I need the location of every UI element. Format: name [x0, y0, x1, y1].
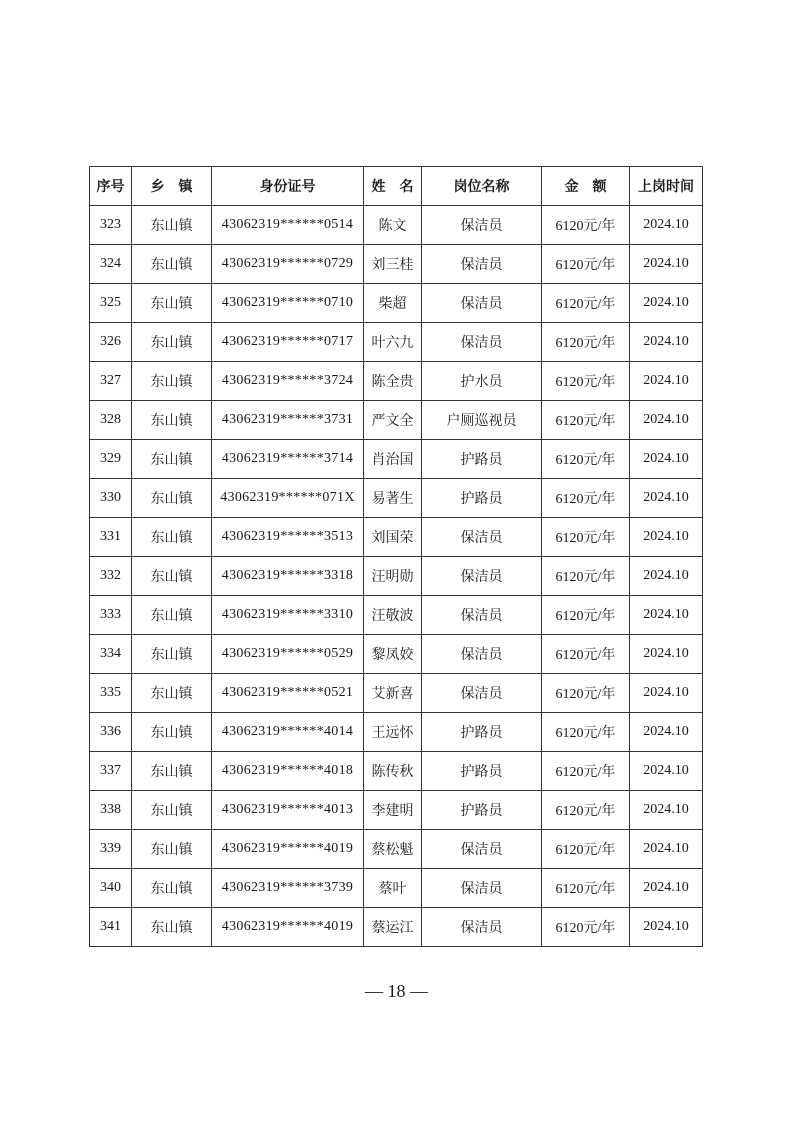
- cell-position: 保洁员: [422, 908, 542, 947]
- cell-serial: 325: [90, 284, 132, 323]
- cell-id-number: 43062319******3318: [212, 557, 364, 596]
- table-row: [90, 479, 703, 518]
- cell-position: 保洁员: [422, 518, 542, 557]
- cell-amount: 6120元/年: [542, 323, 630, 362]
- cell-amount: 6120元/年: [542, 791, 630, 830]
- cell-start-date: 2024.10: [630, 362, 703, 401]
- cell-name: 蔡运江: [364, 908, 422, 947]
- cell-start-date: 2024.10: [630, 713, 703, 752]
- personnel-table: [89, 166, 703, 947]
- cell-name: 陈传秋: [364, 752, 422, 791]
- cell-id-number: 43062319******0529: [212, 635, 364, 674]
- table-row: [90, 245, 703, 284]
- cell-start-date: 2024.10: [630, 518, 703, 557]
- cell-id-number: 43062319******0710: [212, 284, 364, 323]
- table-row: [90, 791, 703, 830]
- header-position: 岗位名称: [422, 167, 542, 206]
- cell-serial: 340: [90, 869, 132, 908]
- cell-start-date: 2024.10: [630, 791, 703, 830]
- cell-serial: 336: [90, 713, 132, 752]
- table-row: [90, 440, 703, 479]
- table-row: [90, 362, 703, 401]
- cell-name: 陈文: [364, 206, 422, 245]
- cell-id-number: 43062319******3731: [212, 401, 364, 440]
- cell-id-number: 43062319******3724: [212, 362, 364, 401]
- cell-amount: 6120元/年: [542, 713, 630, 752]
- cell-start-date: 2024.10: [630, 908, 703, 947]
- cell-serial: 330: [90, 479, 132, 518]
- cell-start-date: 2024.10: [630, 557, 703, 596]
- cell-start-date: 2024.10: [630, 284, 703, 323]
- cell-start-date: 2024.10: [630, 596, 703, 635]
- cell-township: 东山镇: [132, 245, 212, 284]
- cell-amount: 6120元/年: [542, 752, 630, 791]
- table-row: [90, 635, 703, 674]
- cell-position: 保洁员: [422, 869, 542, 908]
- cell-township: 东山镇: [132, 206, 212, 245]
- table-row: [90, 206, 703, 245]
- cell-name: 王远怀: [364, 713, 422, 752]
- cell-id-number: 43062319******0729: [212, 245, 364, 284]
- cell-id-number: 43062319******4019: [212, 908, 364, 947]
- cell-id-number: 43062319******0514: [212, 206, 364, 245]
- cell-township: 东山镇: [132, 284, 212, 323]
- cell-start-date: 2024.10: [630, 635, 703, 674]
- cell-id-number: 43062319******4013: [212, 791, 364, 830]
- cell-serial: 333: [90, 596, 132, 635]
- cell-township: 东山镇: [132, 713, 212, 752]
- cell-start-date: 2024.10: [630, 674, 703, 713]
- cell-amount: 6120元/年: [542, 869, 630, 908]
- cell-id-number: 43062319******4014: [212, 713, 364, 752]
- cell-start-date: 2024.10: [630, 440, 703, 479]
- cell-name: 蔡叶: [364, 869, 422, 908]
- cell-name: 刘三桂: [364, 245, 422, 284]
- cell-amount: 6120元/年: [542, 479, 630, 518]
- cell-amount: 6120元/年: [542, 362, 630, 401]
- cell-township: 东山镇: [132, 752, 212, 791]
- cell-id-number: 43062319******071X: [212, 479, 364, 518]
- cell-position: 护路员: [422, 752, 542, 791]
- cell-serial: 328: [90, 401, 132, 440]
- header-id-number: 身份证号: [212, 167, 364, 206]
- cell-serial: 324: [90, 245, 132, 284]
- cell-id-number: 43062319******0521: [212, 674, 364, 713]
- cell-position: 保洁员: [422, 206, 542, 245]
- cell-amount: 6120元/年: [542, 518, 630, 557]
- cell-start-date: 2024.10: [630, 245, 703, 284]
- cell-amount: 6120元/年: [542, 674, 630, 713]
- table-header-row: [90, 167, 703, 206]
- cell-name: 艾新喜: [364, 674, 422, 713]
- cell-serial: 338: [90, 791, 132, 830]
- cell-amount: 6120元/年: [542, 206, 630, 245]
- table-row: [90, 713, 703, 752]
- cell-township: 东山镇: [132, 323, 212, 362]
- cell-township: 东山镇: [132, 869, 212, 908]
- cell-id-number: 43062319******3310: [212, 596, 364, 635]
- cell-amount: 6120元/年: [542, 440, 630, 479]
- cell-position: 户厕巡视员: [422, 401, 542, 440]
- cell-position: 保洁员: [422, 284, 542, 323]
- cell-amount: 6120元/年: [542, 284, 630, 323]
- cell-serial: 329: [90, 440, 132, 479]
- cell-position: 保洁员: [422, 635, 542, 674]
- cell-position: 保洁员: [422, 674, 542, 713]
- cell-name: 李建明: [364, 791, 422, 830]
- table-row: [90, 908, 703, 947]
- cell-serial: 337: [90, 752, 132, 791]
- cell-start-date: 2024.10: [630, 830, 703, 869]
- cell-serial: 335: [90, 674, 132, 713]
- cell-name: 刘国荣: [364, 518, 422, 557]
- cell-id-number: 43062319******0717: [212, 323, 364, 362]
- cell-amount: 6120元/年: [542, 908, 630, 947]
- cell-serial: 327: [90, 362, 132, 401]
- cell-position: 保洁员: [422, 323, 542, 362]
- cell-township: 东山镇: [132, 557, 212, 596]
- cell-name: 肖治国: [364, 440, 422, 479]
- header-name: 姓 名: [364, 167, 422, 206]
- cell-name: 叶六九: [364, 323, 422, 362]
- cell-township: 东山镇: [132, 908, 212, 947]
- table-row: [90, 869, 703, 908]
- header-serial: 序号: [90, 167, 132, 206]
- cell-id-number: 43062319******3714: [212, 440, 364, 479]
- cell-position: 护路员: [422, 713, 542, 752]
- cell-id-number: 43062319******4018: [212, 752, 364, 791]
- cell-serial: 332: [90, 557, 132, 596]
- cell-name: 陈全贵: [364, 362, 422, 401]
- cell-id-number: 43062319******3739: [212, 869, 364, 908]
- table-row: [90, 401, 703, 440]
- cell-id-number: 43062319******3513: [212, 518, 364, 557]
- cell-start-date: 2024.10: [630, 869, 703, 908]
- cell-township: 东山镇: [132, 362, 212, 401]
- cell-id-number: 43062319******4019: [212, 830, 364, 869]
- cell-start-date: 2024.10: [630, 479, 703, 518]
- page-number: — 18 —: [365, 981, 428, 1001]
- table-row: [90, 752, 703, 791]
- table-body: [90, 206, 703, 947]
- table-row: [90, 557, 703, 596]
- cell-name: 汪敬波: [364, 596, 422, 635]
- cell-township: 东山镇: [132, 635, 212, 674]
- cell-name: 蔡松魁: [364, 830, 422, 869]
- table-row: [90, 674, 703, 713]
- table-row: [90, 830, 703, 869]
- cell-position: 保洁员: [422, 596, 542, 635]
- table-row: [90, 596, 703, 635]
- header-start-date: 上岗时间: [630, 167, 703, 206]
- cell-name: 易著生: [364, 479, 422, 518]
- cell-township: 东山镇: [132, 596, 212, 635]
- cell-name: 黎凤姣: [364, 635, 422, 674]
- cell-township: 东山镇: [132, 674, 212, 713]
- cell-township: 东山镇: [132, 440, 212, 479]
- cell-serial: 326: [90, 323, 132, 362]
- cell-position: 护路员: [422, 440, 542, 479]
- cell-name: 柴超: [364, 284, 422, 323]
- cell-township: 东山镇: [132, 830, 212, 869]
- cell-amount: 6120元/年: [542, 635, 630, 674]
- cell-name: 严文全: [364, 401, 422, 440]
- cell-position: 护路员: [422, 791, 542, 830]
- cell-township: 东山镇: [132, 401, 212, 440]
- cell-start-date: 2024.10: [630, 401, 703, 440]
- cell-serial: 323: [90, 206, 132, 245]
- cell-position: 保洁员: [422, 245, 542, 284]
- cell-position: 护路员: [422, 479, 542, 518]
- cell-position: 护水员: [422, 362, 542, 401]
- cell-amount: 6120元/年: [542, 401, 630, 440]
- cell-serial: 331: [90, 518, 132, 557]
- header-amount: 金 额: [542, 167, 630, 206]
- cell-amount: 6120元/年: [542, 830, 630, 869]
- cell-township: 东山镇: [132, 518, 212, 557]
- cell-start-date: 2024.10: [630, 323, 703, 362]
- cell-serial: 339: [90, 830, 132, 869]
- table-row: [90, 284, 703, 323]
- cell-township: 东山镇: [132, 791, 212, 830]
- cell-position: 保洁员: [422, 830, 542, 869]
- cell-township: 东山镇: [132, 479, 212, 518]
- header-township: 乡 镇: [132, 167, 212, 206]
- cell-name: 汪明勋: [364, 557, 422, 596]
- cell-serial: 334: [90, 635, 132, 674]
- cell-start-date: 2024.10: [630, 752, 703, 791]
- cell-amount: 6120元/年: [542, 245, 630, 284]
- cell-serial: 341: [90, 908, 132, 947]
- cell-start-date: 2024.10: [630, 206, 703, 245]
- cell-amount: 6120元/年: [542, 557, 630, 596]
- table-row: [90, 518, 703, 557]
- cell-position: 保洁员: [422, 557, 542, 596]
- table-row: [90, 323, 703, 362]
- cell-amount: 6120元/年: [542, 596, 630, 635]
